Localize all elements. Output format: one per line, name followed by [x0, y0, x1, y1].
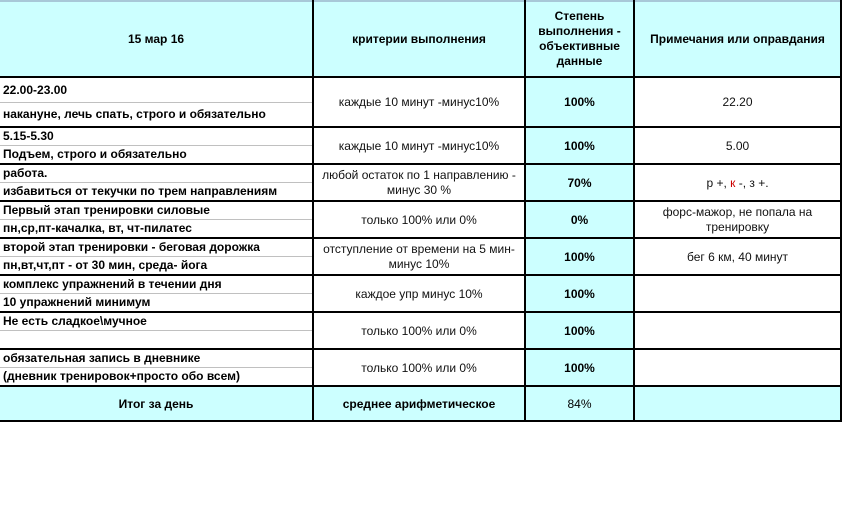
criteria-cell[interactable]: каждые 10 минут -минус10%	[313, 77, 525, 127]
degree-cell[interactable]: 100%	[525, 127, 634, 164]
note-cell[interactable]: бег 6 км, 40 минут	[634, 238, 841, 275]
table-row	[0, 238, 841, 275]
task-description: пн,вт,чт,пт - от 30 мин, среда- йога	[3, 258, 208, 272]
criteria-cell[interactable]: только 100% или 0%	[313, 349, 525, 386]
degree-cell[interactable]: 100%	[525, 275, 634, 312]
degree-cell[interactable]: 100%	[525, 77, 634, 127]
header-criteria[interactable]: критерии выполнения	[313, 1, 525, 77]
criteria-cell[interactable]: любой остаток по 1 направлению - минус 30 %	[313, 164, 525, 201]
degree-cell[interactable]: 0%	[525, 201, 634, 238]
task-cell[interactable]	[0, 349, 313, 386]
task-description: избавиться от текучки по трем направлениям	[3, 184, 278, 198]
note-cell[interactable]: форс-мажор, не попала на тренировку	[634, 201, 841, 238]
task-description: (дневник тренировок+просто обо всем)	[3, 369, 240, 383]
task-title: второй этап тренировки - беговая дорожка	[0, 239, 312, 257]
header-row	[0, 1, 841, 77]
task-title: работа.	[0, 165, 312, 183]
note-cell[interactable]: 5.00	[634, 127, 841, 164]
task-description: накануне, лечь спать, строго и обязательно	[3, 107, 266, 121]
criteria-cell[interactable]: только 100% или 0%	[313, 201, 525, 238]
task-cell[interactable]	[0, 312, 313, 349]
criteria-cell[interactable]: каждые 10 минут -минус10%	[313, 127, 525, 164]
total-note[interactable]	[634, 386, 841, 421]
note-part: -, з +.	[735, 175, 769, 190]
table-row	[0, 349, 841, 386]
table-row	[0, 275, 841, 312]
table-row	[0, 312, 841, 349]
task-title: комплекс упражнений в течении дня	[0, 276, 312, 294]
task-cell[interactable]	[0, 77, 313, 127]
task-title: Не есть сладкое\мучное	[0, 313, 312, 331]
task-cell[interactable]	[0, 127, 313, 164]
total-degree[interactable]: 84%	[525, 386, 634, 421]
note-part: р +,	[706, 175, 731, 190]
note-part-highlight: к	[730, 175, 736, 190]
criteria-cell[interactable]: отступление от времени на 5 мин- минус 10%	[313, 238, 525, 275]
total-criteria[interactable]: среднее арифметическое	[313, 386, 525, 421]
total-row	[0, 386, 841, 421]
note-cell[interactable]	[634, 349, 841, 386]
note-cell[interactable]	[634, 164, 841, 201]
note-cell[interactable]: 22.20	[634, 77, 841, 127]
table-row	[0, 201, 841, 238]
task-cell[interactable]	[0, 238, 313, 275]
task-description	[0, 331, 312, 348]
table-row	[0, 77, 841, 127]
criteria-cell[interactable]: каждое упр минус 10%	[313, 275, 525, 312]
header-degree[interactable]: Степень выполнения - объективные данные	[525, 1, 634, 77]
task-description: пн,ср,пт-качалка, вт, чт-пилатес	[3, 221, 192, 235]
task-title: обязательная запись в дневнике	[0, 350, 312, 368]
total-label[interactable]: Итог за день	[0, 386, 313, 421]
header-date[interactable]: 15 мар 16	[0, 1, 313, 77]
task-time: 5.15-5.30	[0, 128, 312, 146]
degree-cell[interactable]: 100%	[525, 238, 634, 275]
degree-cell[interactable]: 70%	[525, 164, 634, 201]
task-cell[interactable]	[0, 275, 313, 312]
criteria-cell[interactable]: только 100% или 0%	[313, 312, 525, 349]
degree-cell[interactable]: 100%	[525, 349, 634, 386]
task-description: Подъем, строго и обязательно	[3, 147, 187, 161]
task-title: Первый этап тренировки силовые	[0, 202, 312, 220]
task-description: 10 упражнений минимум	[3, 295, 151, 309]
task-cell[interactable]	[0, 201, 313, 238]
degree-cell[interactable]: 100%	[525, 312, 634, 349]
task-time: 22.00-23.00	[0, 78, 312, 103]
header-notes[interactable]: Примечания или оправдания	[634, 1, 841, 77]
note-cell[interactable]	[634, 275, 841, 312]
table-row	[0, 164, 841, 201]
task-cell[interactable]	[0, 164, 313, 201]
note-cell[interactable]	[634, 312, 841, 349]
table-row	[0, 127, 841, 164]
